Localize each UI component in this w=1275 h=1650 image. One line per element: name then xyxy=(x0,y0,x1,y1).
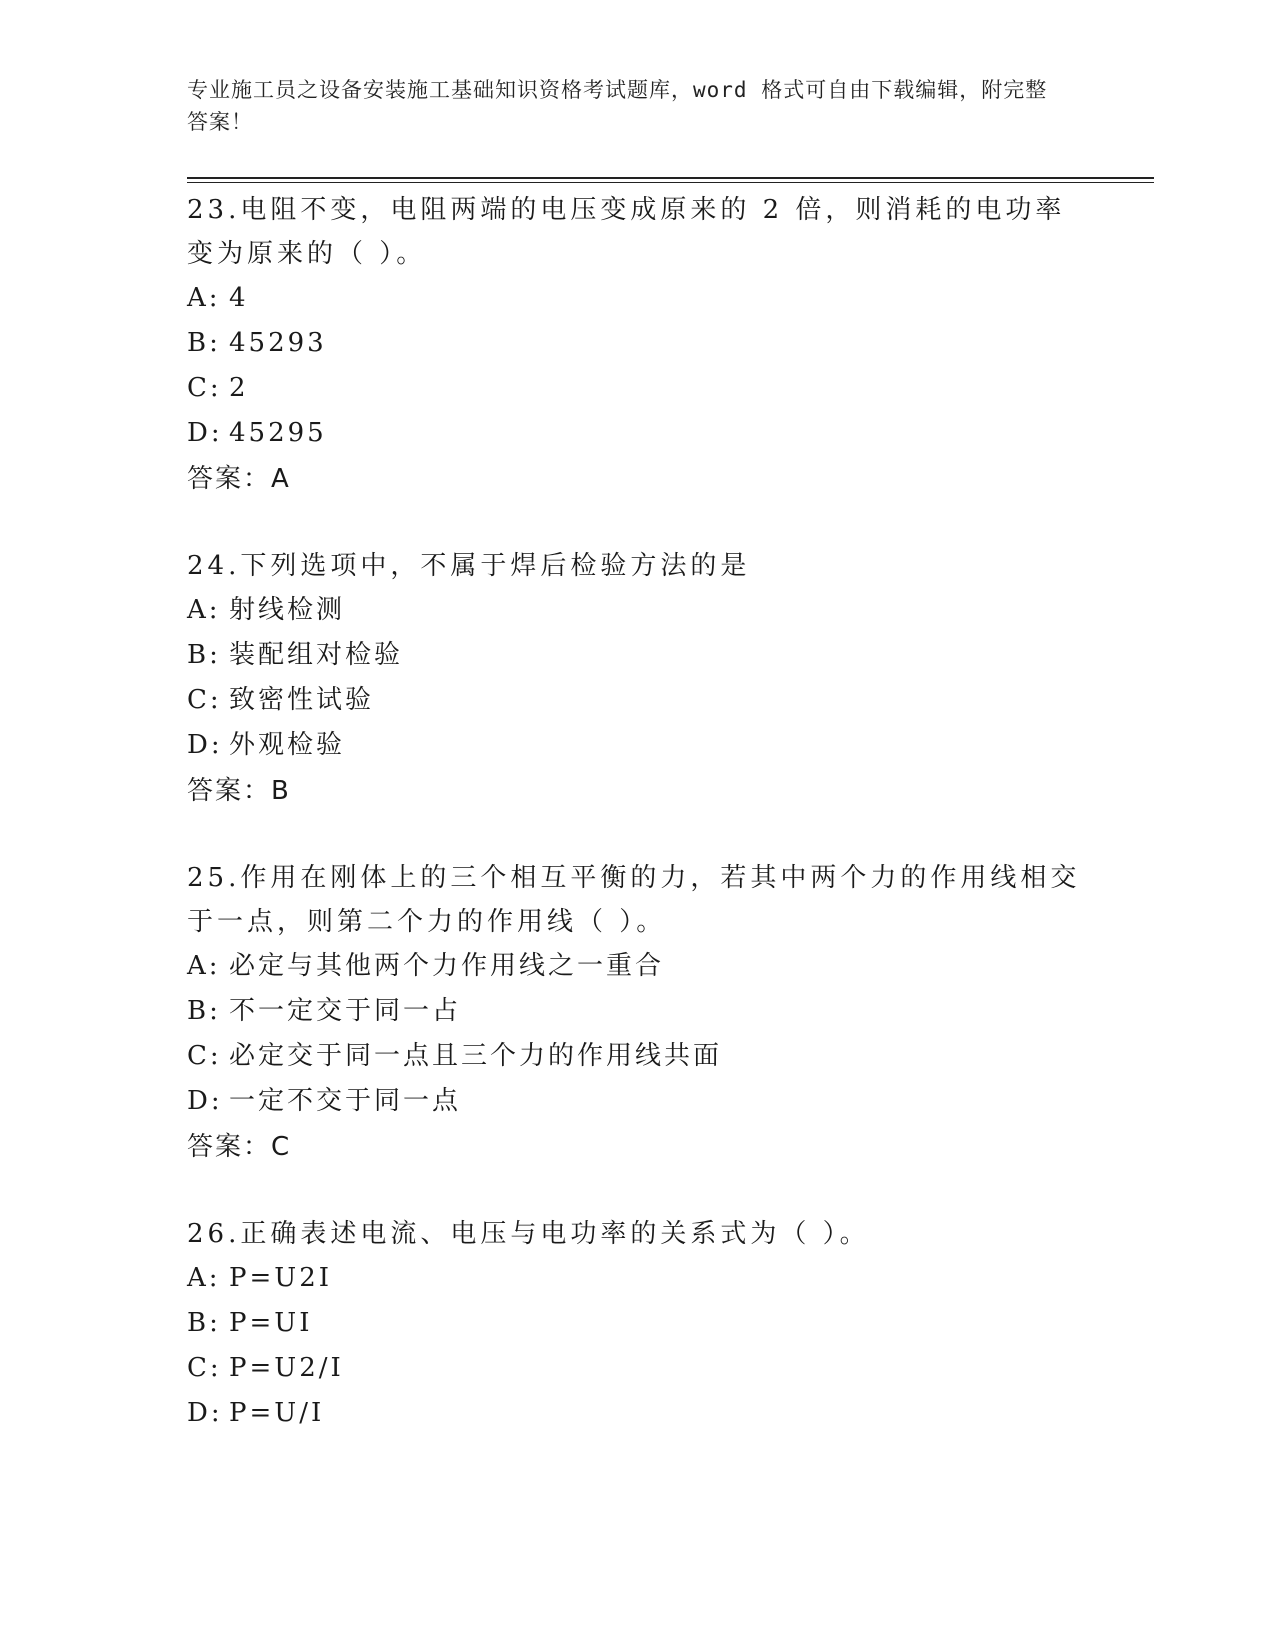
option-letter: D: xyxy=(187,730,223,760)
question-25 xyxy=(187,856,1087,1170)
option-a xyxy=(187,944,1087,989)
option-c xyxy=(187,1034,1087,1079)
option-letter: D: xyxy=(187,1086,223,1116)
document-header: 专业施工员之设备安装施工基础知识资格考试题库，word 格式可自由下载编辑，附完整答案！ xyxy=(187,78,1048,134)
option-b xyxy=(187,633,1087,678)
option-text: 不一定交于同一占 xyxy=(229,996,462,1026)
question-list xyxy=(187,188,1087,1478)
option-text: 装配组对检验 xyxy=(229,640,404,670)
option-letter: A: xyxy=(187,1263,221,1293)
option-letter: B: xyxy=(187,996,221,1026)
option-b xyxy=(187,321,1087,366)
answer-line: 答案：A xyxy=(187,464,291,494)
option-letter: C: xyxy=(187,1041,222,1071)
option-text: P=U/I xyxy=(229,1398,325,1428)
option-text: 外观检验 xyxy=(229,730,346,760)
option-text: 致密性试验 xyxy=(229,685,375,715)
option-b xyxy=(187,989,1087,1034)
question-23 xyxy=(187,188,1087,502)
question-stem: 25.作用在刚体上的三个相互平衡的力，若其中两个力的作用线相交于一点，则第二个力的作用线（ ）。 xyxy=(187,863,1081,937)
question-stem: 24.下列选项中，不属于焊后检验方法的是 xyxy=(187,551,751,581)
option-letter: C: xyxy=(187,685,222,715)
option-text: P=U2I xyxy=(229,1263,333,1293)
option-text: 2 xyxy=(229,373,249,403)
option-text: P=UI xyxy=(229,1308,313,1338)
option-c xyxy=(187,678,1087,723)
question-stem: 26.正确表述电流、电压与电功率的关系式为（ ）。 xyxy=(187,1219,870,1249)
option-text: P=U2/I xyxy=(229,1353,344,1383)
option-b xyxy=(187,1301,1087,1346)
option-a xyxy=(187,1256,1087,1301)
option-text: 45293 xyxy=(229,328,327,358)
option-letter: B: xyxy=(187,328,221,358)
option-letter: D: xyxy=(187,418,223,448)
option-letter: A: xyxy=(187,283,221,313)
option-letter: D: xyxy=(187,1398,223,1428)
option-d xyxy=(187,411,1087,456)
option-d xyxy=(187,1391,1087,1436)
header-divider-thin xyxy=(187,182,1154,183)
question-24 xyxy=(187,544,1087,814)
option-letter: C: xyxy=(187,373,222,403)
option-letter: A: xyxy=(187,951,221,981)
option-a xyxy=(187,276,1087,321)
option-letter: A: xyxy=(187,595,221,625)
option-text: 一定不交于同一点 xyxy=(229,1086,462,1116)
option-c xyxy=(187,1346,1087,1391)
answer-line: 答案：C xyxy=(187,1132,292,1162)
option-c xyxy=(187,366,1087,411)
header-divider xyxy=(187,177,1154,179)
question-26 xyxy=(187,1212,1087,1436)
option-text: 必定与其他两个力作用线之一重合 xyxy=(229,951,665,981)
option-d xyxy=(187,723,1087,768)
answer-line: 答案：B xyxy=(187,776,291,806)
question-stem: 23.电阻不变，电阻两端的电压变成原来的 2 倍，则消耗的电功率变为原来的（ ）。 xyxy=(187,195,1066,269)
option-text: 4 xyxy=(229,283,249,313)
option-text: 45295 xyxy=(229,418,327,448)
option-text: 射线检测 xyxy=(229,595,346,625)
option-text: 必定交于同一点且三个力的作用线共面 xyxy=(229,1041,723,1071)
option-letter: B: xyxy=(187,640,221,670)
option-d xyxy=(187,1079,1087,1124)
option-a xyxy=(187,588,1087,633)
option-letter: C: xyxy=(187,1353,222,1383)
option-letter: B: xyxy=(187,1308,221,1338)
